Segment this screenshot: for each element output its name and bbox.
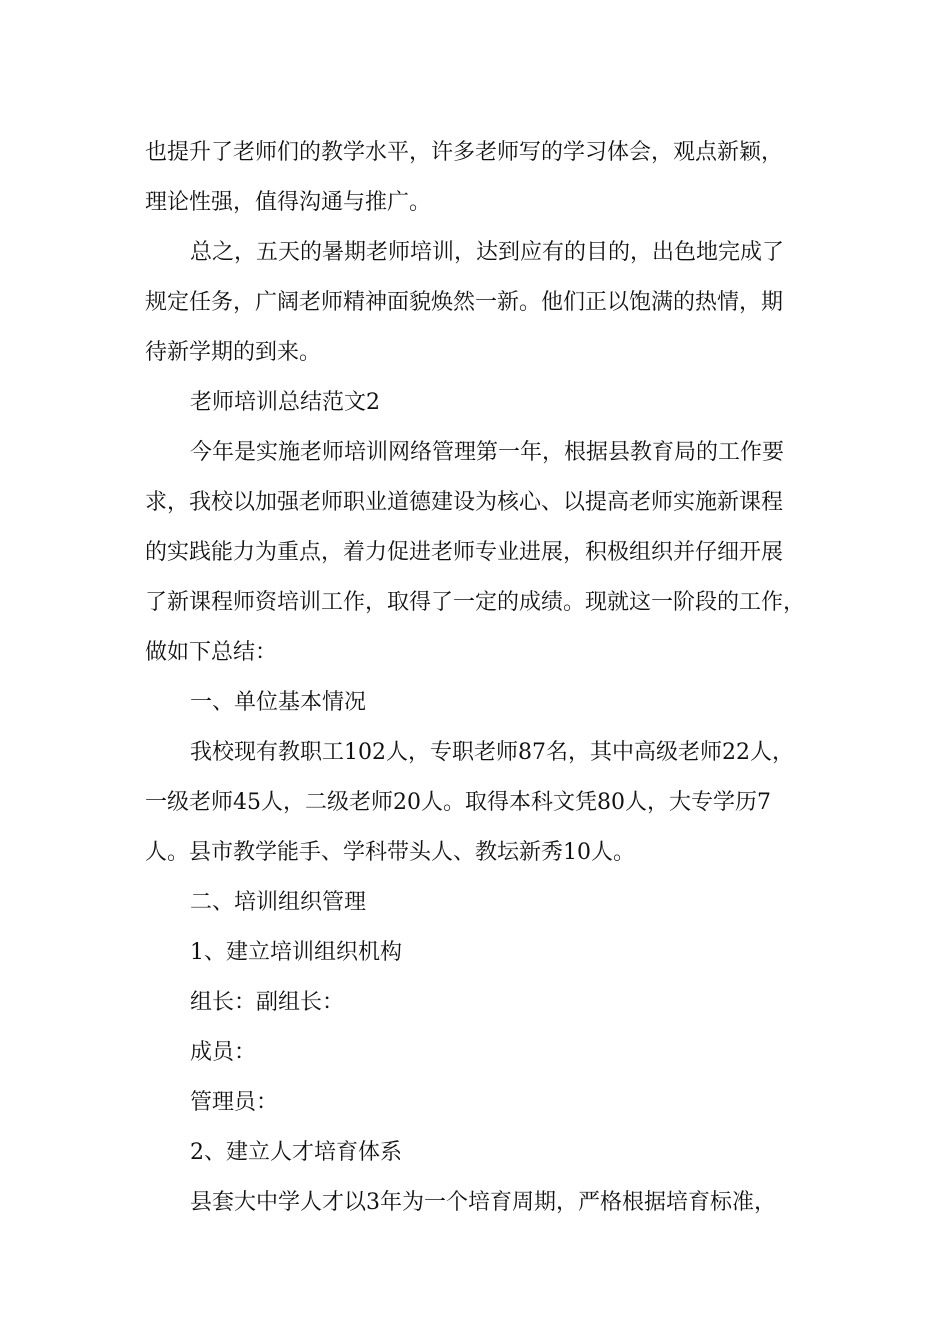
subheading-talent-system: 2、建立人才培育体系 [190, 1140, 402, 1165]
text-line-group-leader: 组长：副组长： [190, 990, 345, 1015]
text-line-9: 的实践能力为重点，着力促进老师专业进展，积极组织并仔细开展 [145, 540, 784, 565]
text-line-10: 了新课程师资培训工作，取得了一定的成绩。现就这一阶段的工作， [145, 590, 806, 615]
text-line-1: 也提升了老师们的教学水平，许多老师写的学习体会，观点新颖， [145, 140, 784, 165]
section-heading-2: 老师培训总结范文2 [190, 390, 380, 415]
text-line-members: 成员： [190, 1040, 257, 1065]
section-heading-basic-info: 一、单位基本情况 [190, 690, 367, 715]
text-line-5: 待新学期的到来。 [145, 340, 322, 365]
text-line-2: 理论性强，值得沟通与推广。 [145, 190, 432, 215]
text-line-administrator: 管理员： [190, 1090, 279, 1115]
text-line-14: 一级老师45人，二级老师20人。取得本科文凭80人，大专学历7 [145, 790, 771, 815]
text-line-13: 我校现有教职工102人，专职老师87名，其中高级老师22人， [190, 740, 794, 765]
text-line-7: 今年是实施老师培训网络管理第一年，根据县教育局的工作要 [190, 440, 785, 465]
text-line-4: 规定任务，广阔老师精神面貌焕然一新。他们正以饱满的热情，期 [145, 290, 784, 315]
text-line-8: 求，我校以加强老师职业道德建设为核心、以提高老师实施新课程 [145, 490, 784, 515]
text-line-15: 人。县市教学能手、学科带头人、教坛新秀10人。 [145, 840, 635, 865]
text-line-11: 做如下总结： [145, 640, 278, 665]
subheading-organization: 1、建立培训组织机构 [190, 940, 402, 965]
text-line-3: 总之，五天的暑期老师培训，达到应有的目的，出色地完成了 [190, 240, 785, 265]
section-heading-training-management: 二、培训组织管理 [190, 890, 367, 915]
text-line-22: 县套大中学人才以3年为一个培育周期，严格根据培育标准， [190, 1190, 776, 1215]
